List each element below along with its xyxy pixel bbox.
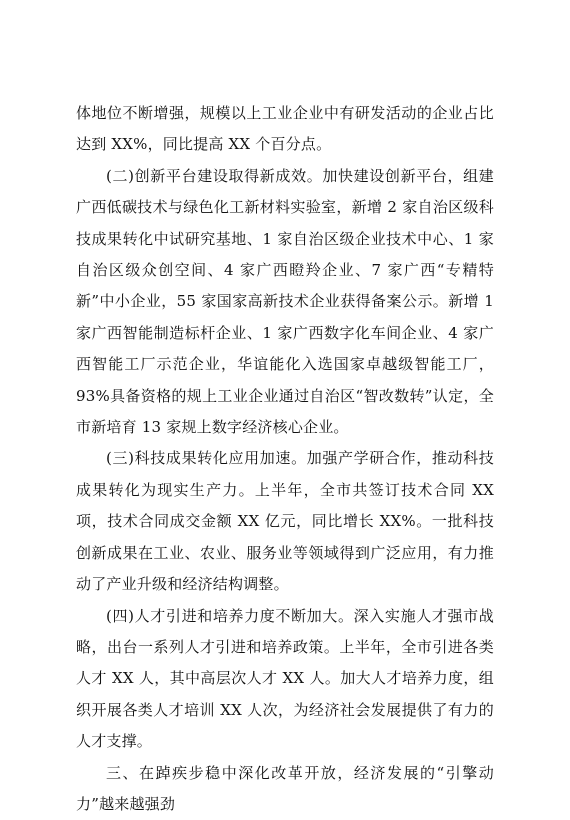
section-three-heading: 三、在踔疾步稳中深化改革开放，经济发展的“引擎动力”越来越强劲 <box>76 763 494 813</box>
document-body <box>76 98 494 820</box>
paragraph-platform-construction: (二)创新平台建设取得新成效。加快建设创新平台，组建广西低碳技术与绿色化工新材料实验室，新增 2 家自治区级科技成果转化中试研究基地、1 家自治区级企业技术中心、1 家自治区级众创空间、4 家广西瞪羚企业、7 家广西“专精特新”中小企业，55 家国家高新技术企业获得备案公示。新增 1 家广西智能制造标杆企业、1 家广西数字化车间企业、4 家广西智能工厂示范企业，华谊能化入选国家卓越级智能工厂，93%具备资格的规上工业企业通过自治区“智改数转”认定，全市新培育 13 家规上数字经济核心企业。 <box>76 166 494 437</box>
paragraph-intro-continued: 体地位不断增强，规模以上工业企业中有研发活动的企业占比达到 XX%，同比提高 XX 个百分点。 <box>76 104 494 154</box>
paragraph-tech-transfer: (三)科技成果转化应用加速。加强产学研合作，推动科技成果转化为现实生产力。上半年，全市共签订技术合同 XX 项，技术合同成交金额 XX 亿元，同比增长 XX%。一批科技创新成果在工业、农业、服务业等领域得到广泛应用，有力推动了产业升级和经济结构调整。 <box>76 449 494 594</box>
paragraph-talent: (四)人才引进和培养力度不断加大。深入实施人才强市战略，出台一系列人才引进和培养政策。上半年，全市引进各类人才 XX 人，其中高层次人才 XX 人。加大人才培养力度，组织开展各类人才培训 XX 人次，为经济社会发展提供了有力的人才支撑。 <box>76 606 494 751</box>
